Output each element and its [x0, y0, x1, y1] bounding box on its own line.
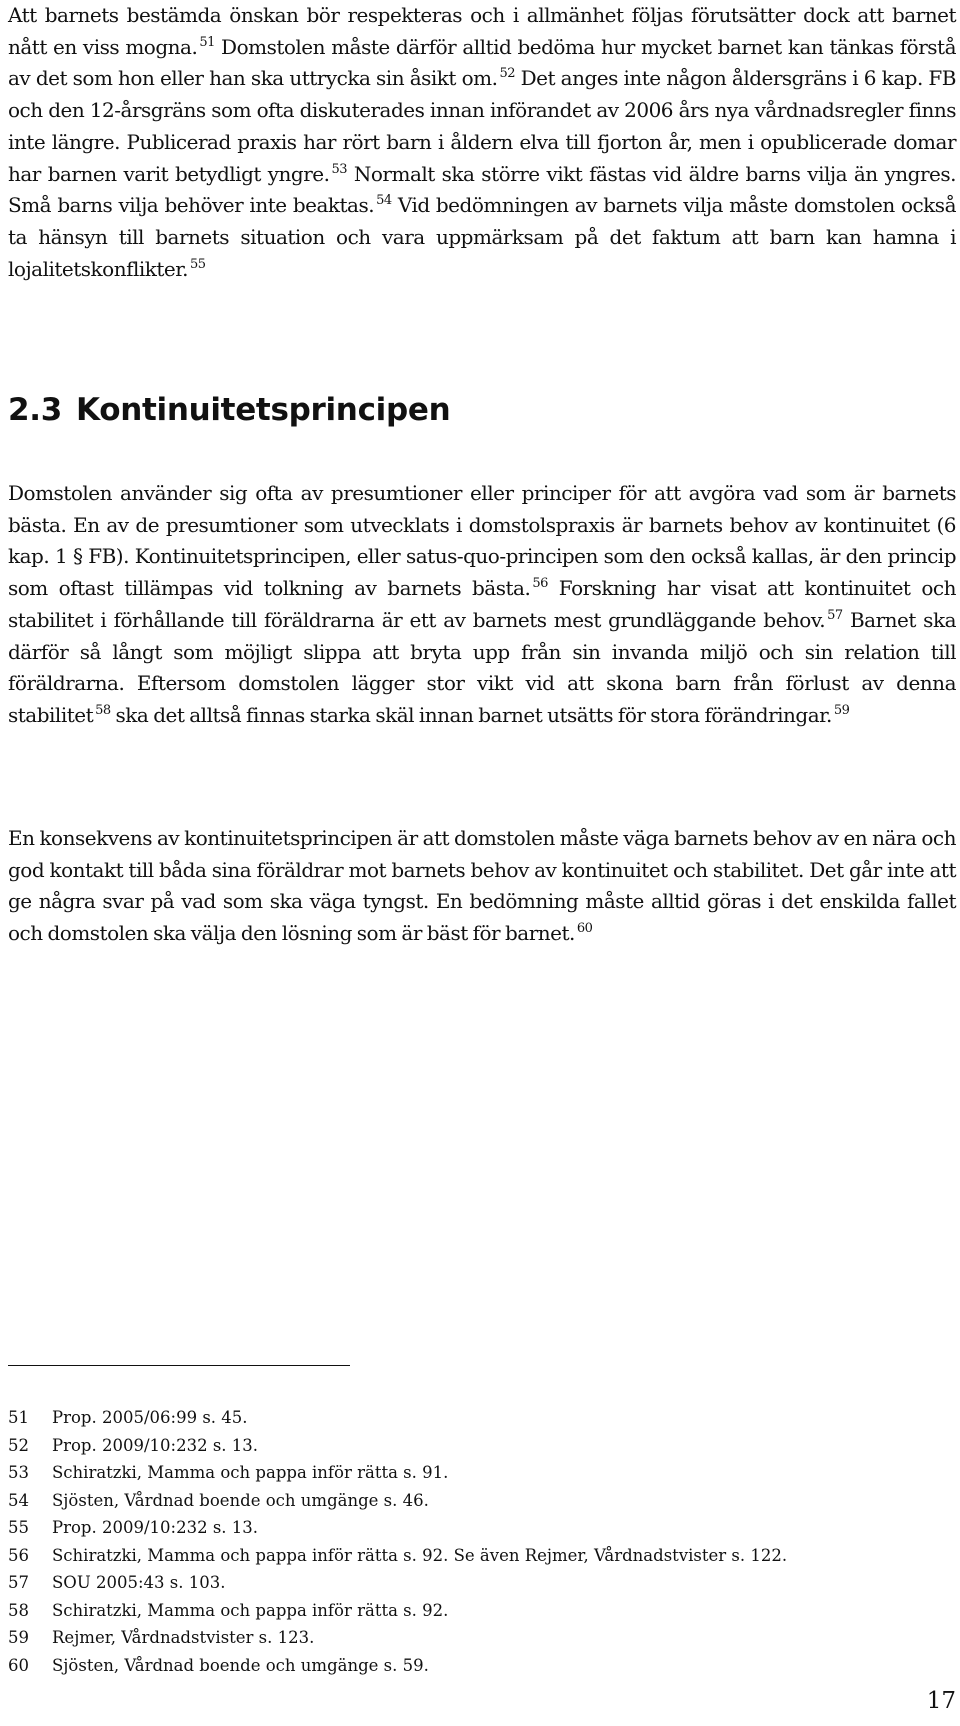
- footnote-number: 52: [8, 1435, 29, 1455]
- section-number: 2.3: [8, 392, 63, 428]
- footnote-item: [8, 1514, 948, 1542]
- footnote-number: 56: [8, 1545, 29, 1565]
- footnote-number: 58: [8, 1600, 29, 1620]
- body-paragraph-2: [8, 478, 956, 732]
- paragraph-text: Barnet ska därför så långt som möjligt slippa att bryta upp från sin invanda miljö och sin relation till föräldrarna. Eftersom domstolen lägger stor vikt vid att skona barn från förlust av denna stabilitet: [8, 607, 956, 727]
- paragraph-text: Domstolen använder sig ofta av presumtioner eller principer för att avgöra vad som är barnets bästa. En av de presumtioner som utvecklats i domstolspraxis är barnets behov av kontinuitet (6 kap. 1 § FB). Kontinuitetsprincipen, eller satus-quo-principen som den också kallas, är den princip som oftast tillämpas vid tolkning av barnets bästa.: [8, 481, 956, 601]
- footnote-text: SOU 2005:43 s. 103.: [52, 1573, 226, 1592]
- footnote-ref[interactable]: 55: [189, 256, 206, 272]
- paragraph-text: ska det alltså finnas starka skäl innan barnet utsätts för stora förändringar.: [110, 702, 832, 727]
- footnote-item: [8, 1542, 948, 1570]
- footnote-separator: [8, 1365, 350, 1366]
- footnote-item: [8, 1569, 948, 1597]
- paragraph-text: En konsekvens av kontinuitetsprincipen är att domstolen måste väga barnets behov av en nära och god kontakt till båda sina föräldrar mot barnets behov av kontinuitet och stabilitet. Det går inte att ge några svar på vad som ska väga tyngst. En bedömning måste alltid göras i det enskilda fallet och domstolen ska välja den lösning som är bäst för barnet.: [8, 826, 956, 946]
- footnote-text: Schiratzki, Mamma och pappa inför rätta s. 92.: [52, 1600, 449, 1620]
- footnote-ref[interactable]: 56: [532, 576, 548, 592]
- paragraph-text: Vid bedömningen av barnets vilja måste domstolen också ta hänsyn till barnets situation och vara uppmärksam på det faktum att barn kan hamna i lojalitetskonflikter.: [8, 193, 956, 281]
- body-paragraph-3: [8, 823, 956, 950]
- footnote-ref[interactable]: 52: [499, 66, 515, 82]
- footnote-ref[interactable]: 53: [331, 161, 348, 177]
- footnote-number: 55: [8, 1518, 29, 1537]
- footnote-text: Schiratzki, Mamma och pappa inför rätta s. 92. Se även Rejmer, Vårdnadstvister s. 122.: [52, 1545, 788, 1565]
- paragraph-text: Det anges inte någon åldersgräns i 6 kap. FB och den 12-årsgräns som ofta diskuterades innan införandet av 2006 års nya vårdnadsregler finns inte längre. Publicerad praxis har rört barn i åldern elva till fjorton år, men i opublicerade domar har barnen varit betydligt yngre.: [8, 66, 957, 186]
- footnote-text: Sjösten, Vårdnad boende och umgänge s. 46.: [52, 1490, 429, 1510]
- footnote-ref[interactable]: 51: [199, 34, 215, 50]
- body-paragraph-1: [8, 0, 956, 285]
- footnote-number: 51: [8, 1408, 29, 1427]
- footnote-item: [8, 1624, 948, 1652]
- paragraph-text: Domstolen måste därför alltid bedöma hur mycket barnet kan tänkas förstå av det som hon eller han ska uttrycka sin åsikt om.: [8, 34, 956, 91]
- footnote-number: 59: [8, 1628, 29, 1647]
- footnote-item: [8, 1404, 948, 1432]
- footnote-item: [8, 1652, 948, 1680]
- footnote-ref[interactable]: 58: [95, 702, 111, 718]
- page-number: 17: [926, 1688, 956, 1714]
- footnote-text: Prop. 2005/06:99 s. 45.: [52, 1408, 248, 1427]
- paragraph-text: Forskning har visat att kontinuitet och stabilitet i förhållande till föräldrarna är ett av barnets mest grundläggande behov.: [8, 576, 956, 632]
- footnote-number: 57: [8, 1573, 29, 1592]
- section-heading: [8, 390, 450, 430]
- footnote-number: 53: [8, 1463, 29, 1482]
- footnote-text: Rejmer, Vårdnadstvister s. 123.: [52, 1628, 315, 1647]
- footnote-text: Prop. 2009/10:232 s. 13.: [52, 1518, 259, 1537]
- footnote-text: Sjösten, Vårdnad boende och umgänge s. 59.: [52, 1655, 429, 1675]
- footnote-ref[interactable]: 54: [376, 193, 392, 209]
- footnote-ref[interactable]: 59: [833, 702, 850, 718]
- footnote-number: 54: [8, 1490, 29, 1510]
- footnote-ref[interactable]: 57: [827, 607, 843, 623]
- paragraph-text: Att barnets bestämda önskan bör respekteras och i allmänhet följas förutsätter dock att barnet nått en viss mogna.: [8, 3, 956, 59]
- footnote-text: Schiratzki, Mamma och pappa inför rätta s. 91.: [52, 1463, 449, 1482]
- paragraph-text: Normalt ska större vikt fästas vid äldre barns vilja än yngres. Små barns vilja behöver inte beaktas.: [8, 161, 956, 218]
- footnote-item: [8, 1459, 948, 1487]
- footnote-item: [8, 1487, 948, 1515]
- section-title: Kontinuitetsprincipen: [76, 392, 451, 428]
- footnote-text: Prop. 2009/10:232 s. 13.: [52, 1435, 259, 1455]
- footnote-list: [8, 1404, 948, 1679]
- footnote-number: 60: [8, 1655, 29, 1675]
- footnote-ref[interactable]: 60: [576, 921, 593, 937]
- footnote-item: [8, 1432, 948, 1460]
- footnote-item: [8, 1597, 948, 1625]
